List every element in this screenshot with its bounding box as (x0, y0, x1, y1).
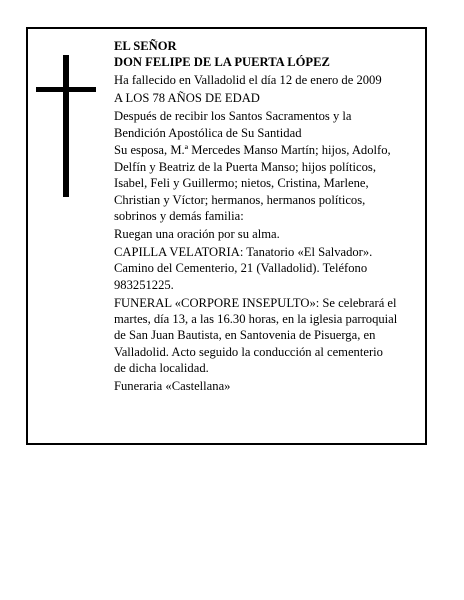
text-line: Isabel, Feli y Guillermo; nietos, Cristina, Marlene, (114, 176, 369, 191)
text-line: Después de recibir los Santos Sacramentos y la (114, 109, 352, 124)
death-announcement (114, 72, 424, 88)
obituary-text (114, 38, 424, 395)
text-line: de San Juan Bautista, en Santovenia de Pisuerga, en (114, 328, 376, 343)
text-line: Funeraria «Castellana» (114, 379, 231, 394)
text-line: Bendición Apostólica de Su Santidad (114, 125, 302, 140)
text-line: A LOS 78 AÑOS DE EDAD (114, 91, 260, 106)
text-line: de dicha localidad. (114, 361, 209, 376)
notice-title: EL SEÑOR (114, 39, 177, 53)
text-line: Ruegan una oración por su alma. (114, 226, 280, 241)
chapel-paragraph (114, 244, 424, 293)
text-line: Delfín y Beatriz de la Puerta Manso; hijos políticos, (114, 159, 376, 174)
text-line: Su esposa, M.ª Mercedes Manso Martín; hijos, Adolfo, (114, 143, 391, 158)
age-line (114, 90, 424, 106)
cross-vertical-bar (63, 55, 69, 197)
text-line: Christian y Víctor; hermanos, hermanos políticos, (114, 192, 366, 207)
cross-horizontal-bar (36, 87, 96, 92)
text-line: martes, día 13, a las 16.30 horas, en la iglesia parroquial (114, 312, 398, 326)
text-line: Ha fallecido en Valladolid el día 12 de enero de 2009 (114, 73, 382, 88)
text-line: Valladolid. Acto seguido la conducción al cementerio (114, 344, 383, 359)
family-paragraph (114, 142, 424, 224)
text-line: 983251225. (114, 277, 174, 292)
text-line: Camino del Cementerio, 21 (Valladolid). Teléfono (114, 261, 368, 276)
deceased-name: DON FELIPE DE LA PUERTA LÓPEZ (114, 55, 330, 70)
cross-icon (36, 55, 96, 197)
text-line: CAPILLA VELATORIA: Tanatorio «El Salvador». (114, 244, 373, 259)
sacraments-paragraph (114, 108, 424, 141)
text-line: sobrinos y demás familia: (114, 209, 244, 224)
prayer-request (114, 226, 424, 242)
text-line: FUNERAL «CORPORE INSEPULTO»: Se celebrará el (114, 295, 397, 310)
funeral-paragraph (114, 295, 424, 377)
funeral-home (114, 378, 424, 394)
